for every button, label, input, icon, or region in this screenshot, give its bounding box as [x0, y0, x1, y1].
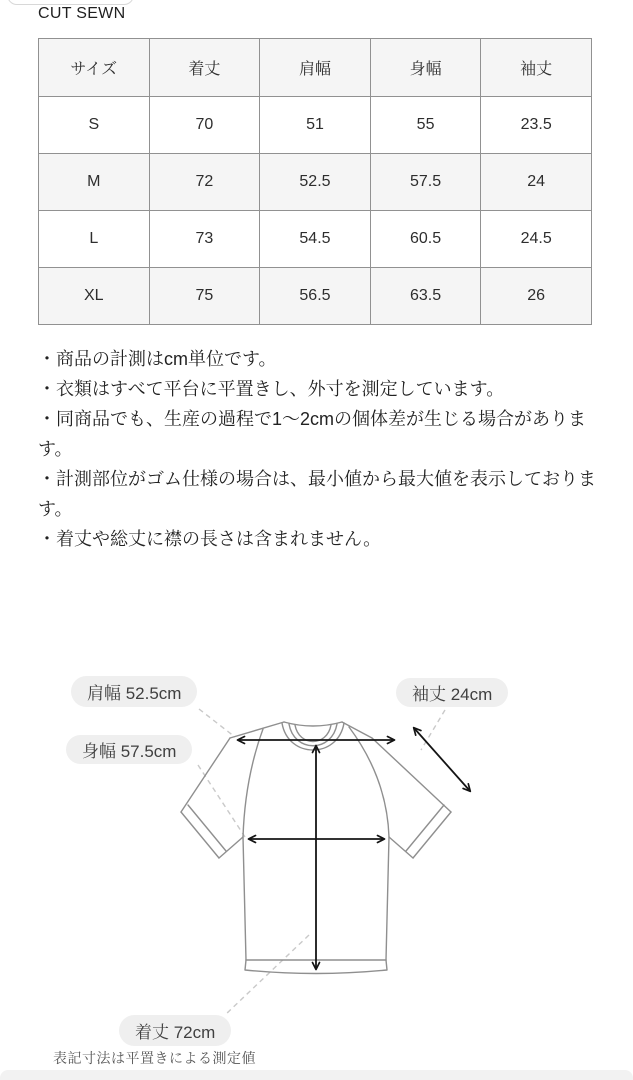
- note-item: ・同商品でも、生産の過程で1〜2cmの個体差が生じる場合があります。: [38, 409, 587, 459]
- note-item: ・計測部位がゴム仕様の場合は、最小値から最大値を表示しております。: [38, 469, 596, 519]
- table-row-s: [39, 97, 592, 154]
- cell-width: 55: [370, 97, 481, 154]
- cell-length: 70: [149, 97, 260, 154]
- note-item: ・衣類はすべて平台に平置きし、外寸を測定しています。: [38, 379, 505, 399]
- size-table: [38, 38, 592, 325]
- cell-length: 72: [149, 154, 260, 211]
- col-header-shoulder: 肩幅: [260, 39, 371, 97]
- cell-size: S: [39, 97, 150, 154]
- cell-shoulder: 52.5: [260, 154, 371, 211]
- cell-sleeve: 24: [481, 154, 592, 211]
- body-width-pill: 身幅 57.5cm: [66, 735, 192, 764]
- next-section-band: [0, 1070, 633, 1080]
- cell-shoulder: 56.5: [260, 268, 371, 325]
- sleeve-length-arrow: [414, 728, 470, 791]
- col-header-size: サイズ: [39, 39, 150, 97]
- cell-sleeve: 23.5: [481, 97, 592, 154]
- diagram-footnote: 表記寸法は平置きによる測定値: [53, 1050, 256, 1066]
- cell-length: 73: [149, 211, 260, 268]
- dashed-connector-lines: [198, 709, 445, 1015]
- cell-sleeve: 24.5: [481, 211, 592, 268]
- shoulder-width-pill: 肩幅 52.5cm: [71, 676, 197, 707]
- cell-width: 60.5: [370, 211, 481, 268]
- table-row-m: [39, 154, 592, 211]
- cell-shoulder: 54.5: [260, 211, 371, 268]
- measurement-notes: [38, 344, 608, 554]
- sleeve-length-pill: 袖丈 24cm: [396, 678, 508, 707]
- col-header-width: 身幅: [370, 39, 481, 97]
- note-item: ・着丈や総丈に襟の長さは含まれません。: [38, 529, 382, 549]
- table-row-xl: [39, 268, 592, 325]
- body-length-pill: 着丈 72cm: [119, 1015, 231, 1046]
- page-title: CUT SEWN: [38, 5, 126, 22]
- col-header-sleeve: 袖丈: [481, 39, 592, 97]
- cell-width: 57.5: [370, 154, 481, 211]
- cell-size: M: [39, 154, 150, 211]
- cell-length: 75: [149, 268, 260, 325]
- cell-sleeve: 26: [481, 268, 592, 325]
- table-row-l: [39, 211, 592, 268]
- measurement-diagram: [0, 658, 633, 1070]
- measurement-arrows: [238, 728, 470, 969]
- cell-shoulder: 51: [260, 97, 371, 154]
- tshirt-measurement-drawing: [0, 658, 633, 1070]
- size-table-header-row: [39, 39, 592, 97]
- cell-size: XL: [39, 268, 150, 325]
- cell-width: 63.5: [370, 268, 481, 325]
- note-item: ・商品の計測はcm単位です。: [38, 349, 277, 369]
- col-header-length: 着丈: [149, 39, 260, 97]
- cell-size: L: [39, 211, 150, 268]
